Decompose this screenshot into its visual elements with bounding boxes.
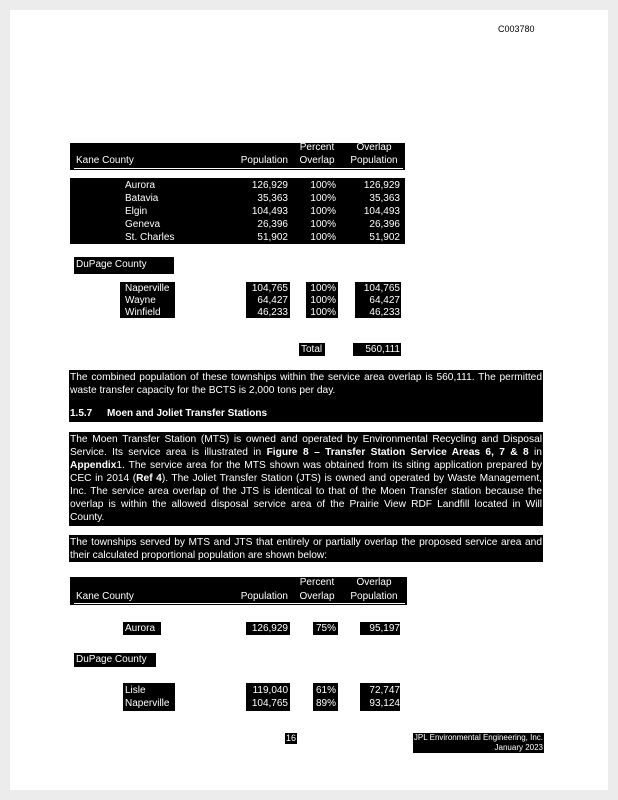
overlap-value: 104,493 xyxy=(363,206,400,217)
para2-text-g: ). The Joliet Transfer Station (JTS) is owned and operated by Waste Management, Inc. The service area overlap of the JTS is identical to that of the Moen Transfer station because the overlap is within the allowed disposal service area of the Prairie View RDF Landfill located in Will County. xyxy=(70,473,542,523)
paragraph-combined-population: The combined population of these townships within the service area overlap is 560,111. The permitted waste transfer capacity for the BCTS is 2,000 tons per day. xyxy=(70,372,542,396)
township-name: Geneva xyxy=(125,219,161,230)
population-value: 26,396 xyxy=(257,219,288,230)
table-2-population-header: Population xyxy=(240,591,288,602)
percent-value: 100% xyxy=(310,193,336,204)
table-2-percent-header-line2: Overlap xyxy=(299,591,335,602)
percent-value: 100% xyxy=(310,232,336,243)
township-name: Lisle xyxy=(125,685,146,696)
table-1-overlap-header-line2: Population xyxy=(350,155,398,166)
population-value: 104,765 xyxy=(251,698,288,709)
total-value: 560,111 xyxy=(365,344,400,355)
figure-reference: Figure 8 – Transfer Station Service Areas 6, 7 & 8 xyxy=(266,447,529,458)
overlap-value: 104,765 xyxy=(363,283,400,294)
percent-value: 100% xyxy=(310,180,336,191)
township-name: St. Charles xyxy=(125,232,175,243)
page-number: 16 xyxy=(286,733,297,743)
section-number: 1.5.7 xyxy=(70,408,93,419)
paragraph-townships-served: The townships served by MTS and JTS that entirely or partially overlap the proposed service area and their calculated proportional population are shown below: xyxy=(70,537,542,561)
percent-value: 89% xyxy=(315,698,336,709)
township-name: Aurora xyxy=(125,623,156,634)
table-2-percent-header-line1: Percent xyxy=(299,577,335,588)
table-1-percent-header-line2: Overlap xyxy=(299,155,335,166)
percent-value: 100% xyxy=(310,295,336,306)
table-2-county-header: Kane County xyxy=(76,591,134,602)
table-2-header-rule xyxy=(74,603,405,604)
table-2-overlap-header-line1: Overlap xyxy=(356,577,392,588)
percent-value: 100% xyxy=(310,219,336,230)
para2-text-a: The Moen Transfer Station (MTS) is owned and operated by Environmental Recycling and Disposal Service. Its service area is illustrated in xyxy=(70,434,542,458)
population-value: 104,765 xyxy=(251,283,288,294)
population-value: 46,233 xyxy=(257,307,288,318)
township-name: Elgin xyxy=(125,206,148,217)
ref-reference: Ref 4 xyxy=(136,473,162,484)
table-1-percent-header-line1: Percent xyxy=(299,142,335,153)
table-1-county-header: Kane County xyxy=(76,155,134,166)
overlap-value: 26,396 xyxy=(369,219,400,230)
table-1-dupage-label: DuPage County xyxy=(76,259,147,270)
township-name: Naperville xyxy=(125,698,170,709)
percent-value: 61% xyxy=(315,685,336,696)
population-value: 126,929 xyxy=(251,623,288,634)
population-value: 119,040 xyxy=(252,685,288,696)
percent-value: 100% xyxy=(310,206,336,217)
total-label: Total xyxy=(301,344,323,355)
overlap-value: 95,197 xyxy=(369,623,400,634)
percent-value: 75% xyxy=(315,623,336,634)
overlap-value: 46,233 xyxy=(369,307,400,318)
population-value: 126,929 xyxy=(251,180,288,191)
table-2-dupage-label: DuPage County xyxy=(76,654,147,665)
appendix-reference: Appendix xyxy=(70,460,117,471)
township-name: Winfield xyxy=(125,307,161,318)
population-value: 51,902 xyxy=(257,232,288,243)
footer-company: JPL Environmental Engineering, Inc. xyxy=(413,733,543,742)
table-1-population-header: Population xyxy=(240,155,288,166)
overlap-value: 51,902 xyxy=(369,232,400,243)
table-1-overlap-header-line1: Overlap xyxy=(356,142,392,153)
overlap-value: 126,929 xyxy=(363,180,400,191)
township-name: Batavia xyxy=(125,193,159,204)
overlap-value: 64,427 xyxy=(369,295,400,306)
table-1-header-rule xyxy=(74,168,403,169)
population-value: 35,363 xyxy=(257,193,288,204)
overlap-value: 72,747 xyxy=(369,685,400,696)
township-name: Wayne xyxy=(125,295,156,306)
overlap-value: 93,124 xyxy=(369,698,400,709)
population-value: 64,427 xyxy=(257,295,288,306)
township-name: Aurora xyxy=(125,180,156,191)
percent-value: 100% xyxy=(310,307,336,318)
paragraph-moen-transfer-station xyxy=(69,432,543,526)
document-id: C003780 xyxy=(498,24,535,34)
percent-value: 100% xyxy=(310,283,336,294)
para2-text-e: 1. The service area for the MTS shown was obtained from its siting application prepared by CEC in 2014 ( xyxy=(70,460,542,484)
table-2-overlap-header-line2: Population xyxy=(350,591,398,602)
para2-text-c: in xyxy=(534,447,542,458)
township-name: Naperville xyxy=(125,283,170,294)
population-value: 104,493 xyxy=(251,206,288,217)
section-title: Moen and Joliet Transfer Stations xyxy=(107,408,268,419)
overlap-value: 35,363 xyxy=(369,193,400,204)
footer-date: January 2023 xyxy=(494,743,543,752)
